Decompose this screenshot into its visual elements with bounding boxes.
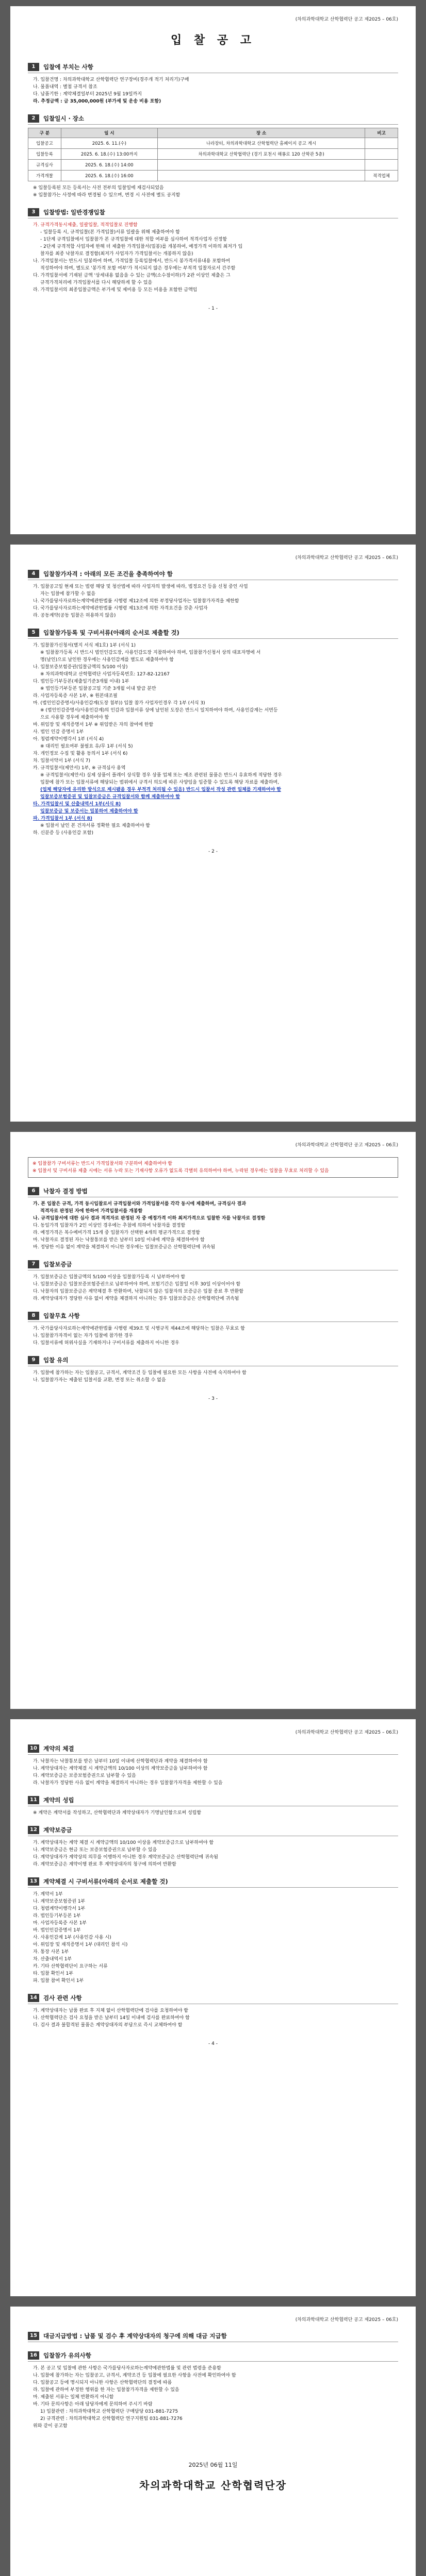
text-line: 라. 추정금액 : 금 35,000,000원 (부가세 및 운송 비용 포함) bbox=[33, 99, 161, 104]
text-line: ※ 차의과학대학교 산학협력단 사업자등록번호: 127-82-12167 bbox=[40, 672, 170, 677]
notice-line: ※ 입찰참가 구비서류는 반드시 가격입찰서와 구분하여 제출하여야 함 bbox=[32, 1161, 173, 1166]
section-number: 7 bbox=[28, 1260, 39, 1268]
section-number: 13 bbox=[28, 1877, 39, 1886]
table-cell bbox=[157, 160, 365, 171]
text-line: 가. 입찰공고일 현재 또는 법령 해당 및 청산법에 따라 사업자의 발생에 따라, 법정요건 등을 신청 중인 사업 bbox=[33, 584, 248, 589]
text-line: 명(날인)으로 날인한 경우에는 사용인감계를 별도로 제출하여야 함 bbox=[40, 657, 174, 663]
text-line: 라. 계약상대자가 정당한 사유 없이 계약을 체결하지 아니하는 경우 입찰보증금은 산학협력단에 귀속됨 bbox=[33, 1296, 239, 1301]
text-line: ※ 계약은 계약서를 작성하고, 산학협력단과 계약상대자가 기명날인함으로써 성립함 bbox=[33, 1810, 202, 1816]
text-line: 가. 계약서 1부 bbox=[33, 1892, 63, 1897]
text-line: 가. 규격가격동시제출, 일괄입찰, 적격입찰로 진행함 bbox=[33, 223, 138, 228]
column-header: 일 시 bbox=[61, 128, 157, 138]
text-line: 마. 제출된 서류는 일체 반환하지 아니함 bbox=[33, 2395, 114, 2400]
section-title: 낙찰자 결정 방법 bbox=[43, 1188, 88, 1195]
section-title: 입찰무효 사항 bbox=[43, 1312, 80, 1319]
page-number: - 4 - bbox=[208, 2041, 218, 2046]
table-cell: 2025. 6. 18.(수) 13:00까지 bbox=[61, 149, 157, 160]
sections-page-3 bbox=[28, 1187, 398, 1384]
section-number: 11 bbox=[28, 1796, 39, 1804]
section-header bbox=[28, 1826, 398, 1836]
table-cell: 적격업체 bbox=[365, 171, 398, 181]
text-line: ※ 입찰서 날인 본 건자서류 정확한 필요 제출하여야 함 bbox=[40, 823, 151, 828]
table-header-row bbox=[28, 128, 398, 138]
table-cell bbox=[157, 171, 365, 181]
section-header bbox=[28, 1356, 398, 1366]
section-header bbox=[28, 570, 398, 580]
text-line: 파. 입찰 참여 확인서 1부 bbox=[33, 1978, 84, 1984]
text-line: ※ 입찰참가는 사정에 따라 변경될 수 있으며, 변경 시 사전에 별도 공지함 bbox=[33, 193, 181, 198]
section-number: 16 bbox=[28, 2351, 39, 2360]
text-line: 적성하여야 하며, 별도로 '봉가격 포함 여부'가 적시되지 않은 경우에는 부적격 입찰자로서 간주함 bbox=[40, 266, 236, 271]
section-title: 입찰에 부치는 사항 bbox=[43, 63, 93, 71]
section bbox=[28, 570, 398, 619]
text-line: 다. 검사 결과 불합격된 물품은 계약상대자의 부담으로 즉시 교체하여야 함 bbox=[33, 2023, 183, 2028]
section-number: 10 bbox=[28, 1744, 39, 1753]
table-cell: 2025. 6. 18.(수) 14:00 bbox=[61, 160, 157, 171]
table-row bbox=[28, 160, 398, 171]
column-header: 장 소 bbox=[157, 128, 365, 138]
page-number: - 3 - bbox=[208, 1396, 218, 1401]
text-line: 입찰에 참가 또는 입찰서류에 해당되는 범위에서 규격서 의도에 따른 사양임을 입증할 수 있도록 해당 자료를 제출하며, bbox=[40, 780, 280, 785]
text-line: 나. 입찰참가자는 제출된 입찰서를 교환, 변경 또는 취소할 수 없음 bbox=[33, 1378, 166, 1383]
text-line: 차. 입찰서약서 1부 (서식 7) bbox=[33, 758, 91, 764]
sections-page-2 bbox=[28, 570, 398, 837]
page-1 bbox=[10, 6, 416, 534]
text-line: 마. 낙찰자로 결정된 자는 낙찰통보를 받은 날부터 10일 이내에 계약을 체결하여야 함 bbox=[33, 1238, 205, 1243]
text-line: ※ 대리인 필요여부 불필요 유/무 1부 (서식 5) bbox=[40, 744, 133, 749]
text-line: 아. 청렴계약이행각서 1부 (서식 4) bbox=[33, 737, 104, 742]
section bbox=[28, 114, 398, 199]
section bbox=[28, 1187, 398, 1251]
notice-line: ※ 입찰서 및 구비서류 제출 시에는 서류 누락 또는 기재사항 오류가 없도록 각별히 유의하여야 하며, 누락된 경우에는 입찰을 무효로 처리할 수 있음 bbox=[32, 1168, 329, 1174]
text-line: ※ 법인등기부등본 입찰공고일 기준 3개월 이내 발급 분만 bbox=[40, 686, 156, 691]
text-line: 바. 정당한 이유 없이 계약을 체결하지 아니한 경우에는 입찰보증금은 산학협력단에 귀속됨 bbox=[33, 1245, 216, 1250]
text-line: 라. 낙찰자가 정당한 사유 없이 계약을 체결하지 아니하는 경우 입찰참가자격을 제한할 수 있음 bbox=[33, 1781, 223, 1786]
page-number: - 2 - bbox=[208, 849, 218, 854]
text-line: 사. 사용인감계 1부 (사용인감 사용 시) bbox=[33, 1935, 111, 1940]
text-line: 다. 계약상대자가 계약상의 의무를 이행하지 아니한 경우 계약보증금은 산학협력단에 귀속됨 bbox=[33, 1855, 218, 1860]
page-number: - 1 - bbox=[208, 306, 218, 311]
doc-number: (차의과학대학교 산학협력단 공고 제2025 – 06호) bbox=[295, 1730, 398, 1735]
text-line: 다. 납품기한 : 계약체결일부터 2025년 9월 19일까지 bbox=[33, 92, 142, 97]
text-line: 가. 국가를당사자로하는계약에관한법률 시행령 제39조 및 시행규칙 제44조에 해당하는 입찰은 무효로 함 bbox=[33, 1326, 245, 1331]
section bbox=[28, 1877, 398, 1985]
section bbox=[28, 208, 398, 294]
section-number: 9 bbox=[28, 1356, 39, 1364]
section bbox=[28, 2332, 398, 2342]
text-line: 사. 법인 인감 증명서 1부 bbox=[33, 730, 84, 735]
section-header bbox=[28, 1994, 398, 2004]
page-4 bbox=[10, 1719, 416, 2296]
text-line: 라. 예정가격은 복수예비가격 15개 중 입찰자가 선택한 4개의 평균가격으로 결정함 bbox=[33, 1230, 200, 1235]
text-line: - 2단계 규격적합 사업자에 한해 더 제출한 가격입찰서(밀봉)를 개봉하여, 예정가격 이하의 최저가 입 bbox=[40, 244, 243, 249]
text-line: 바. 위임장 및 재직증명서 1부 ※ 위임받은 자의 참여에 한함 bbox=[33, 722, 154, 727]
section-header bbox=[28, 63, 398, 73]
page-2 bbox=[10, 545, 416, 1122]
sections-page-4 bbox=[28, 1744, 398, 2029]
text-line: 라. 계약보증금은 계약이행 완료 후 계약상대자의 청구에 의하여 반환함 bbox=[33, 1862, 176, 1867]
text-line: 나. 입찰보증보험증권(입찰금액의 5/100 이상) bbox=[33, 665, 128, 670]
table-row bbox=[28, 149, 398, 160]
closing-organization: 차의과학대학교 산학협력단장 bbox=[139, 2479, 287, 2492]
section-header bbox=[28, 1260, 398, 1270]
section-header bbox=[28, 1312, 398, 1322]
section-header bbox=[28, 629, 398, 639]
section-number: 3 bbox=[28, 208, 39, 216]
text-line: 가. 입찰건명 : 차의과학대학교 산학협력단 연구장비(경주개 적기 처리기)구매 bbox=[33, 77, 189, 82]
page-5 bbox=[10, 2307, 416, 2576]
text-line: 나. 입찰보증금은 입찰보증보험증권으로 납부하여야 하며, 보험기간은 입찰일 이후 30일 이상이어야 함 bbox=[33, 1282, 241, 1287]
column-header: 비고 bbox=[365, 128, 398, 138]
section bbox=[28, 1826, 398, 1868]
table-row bbox=[28, 138, 398, 149]
section-title: 계약체결 시 구비서류(아래의 순서로 제출할 것) bbox=[43, 1878, 168, 1885]
section-number: 8 bbox=[28, 1312, 39, 1320]
text-line: 차. 산출내역서 1부 bbox=[33, 1957, 72, 1962]
text-line: 나. 입찰참가자격이 없는 자가 입찰에 참가한 경우 bbox=[33, 1333, 133, 1338]
section-number: 4 bbox=[28, 570, 39, 578]
section bbox=[28, 629, 398, 837]
text-line: 나. 규격입찰서에 대한 심사 결과 적격자로 판정된 자 중 예정가격 이하 최저가격으로 입찰한 자를 낙찰자로 결정함 bbox=[33, 1216, 266, 1221]
section-title: 입찰참가 유의사항 bbox=[43, 2352, 91, 2359]
text-line: 하. 신분증 등 (사용인감 포함) bbox=[33, 831, 93, 836]
text-line: 바. 법인인감증명서 1부 bbox=[33, 1928, 81, 1933]
text-line: 다. 청렴계약이행각서 1부 bbox=[33, 1906, 86, 1911]
section-header bbox=[28, 1187, 398, 1197]
text-line: 나. 계약보증금은 현금 또는 보증보험증권으로 납부할 수 있음 bbox=[33, 1848, 157, 1853]
doc-number: (차의과학대학교 산학협력단 공고 제2025 – 06호) bbox=[295, 17, 398, 22]
notice-box bbox=[28, 1157, 398, 1178]
text-line: 으로 사용할 경우에 제출하여야 함 bbox=[40, 715, 109, 720]
schedule-table bbox=[28, 128, 398, 181]
table-cell: 차의과학대학교 산학협력단 (경기 포천시 해룡로 120 산학관 5층) bbox=[157, 149, 365, 160]
section-title: 입찰 유의 bbox=[43, 1357, 69, 1364]
page-title: 입 찰 공 고 bbox=[171, 34, 255, 47]
section-number: 12 bbox=[28, 1826, 39, 1834]
doc-number: (차의과학대학교 산학협력단 공고 제2025 – 06호) bbox=[295, 1143, 398, 1148]
text-line: 카. 기타 산학협력단이 요구하는 서류 bbox=[33, 1964, 108, 1969]
section-title: 입찰방법: 일반경쟁입찰 bbox=[43, 209, 105, 216]
closing-date: 2025년 06월 11일 bbox=[188, 2462, 238, 2468]
text-line: 적격자로 판정된 자에 한하여 가격입찰서를 개봉함 bbox=[40, 1209, 143, 1214]
text-line: 라. 공동계약(공동 입찰은 허용하지 않음) bbox=[33, 613, 116, 618]
text-line: 다. 동일가격 입찰자가 2인 이상인 경우에는 추첨에 의하여 낙찰자를 결정함 bbox=[33, 1223, 186, 1228]
section-title: 계약보증금 bbox=[43, 1826, 72, 1834]
table-cell: 가격개찰 bbox=[28, 171, 61, 181]
section bbox=[28, 1260, 398, 1302]
section-title: 입찰보증금 bbox=[43, 1261, 72, 1268]
text-line: 입찰보증금 및 보증서는 밀봉하여 제출하여야 함 bbox=[40, 809, 138, 814]
table-cell: 나라장터, 차의과학대학교 산학협력단 홈페이지 공고 게시 bbox=[157, 138, 365, 149]
text-line: 라. 가격입찰서의 최종입찰금액은 부가세 및 제비용 등 모든 비용을 포함한 금액임 bbox=[33, 287, 198, 293]
text-line: 가. 낙찰자는 낙찰통보를 받은 날부터 10일 이내에 산학협력단과 계약을 체결하여야 함 bbox=[33, 1759, 208, 1764]
text-line: 나. 가격입찰서는 반드시 밀봉하여 하며, 가격입찰 등록입찰에서, 반드시 봉가격서류내용 포함하여 bbox=[33, 259, 231, 264]
section-title: 입찰일시 · 장소 bbox=[43, 115, 85, 122]
section-title: 입찰참가등록 및 구비서류(아래의 순서로 제출할 것) bbox=[43, 629, 179, 636]
text-line: 라. 법인등기부등본 1부 bbox=[33, 1913, 81, 1919]
page-3 bbox=[10, 1132, 416, 1709]
section bbox=[28, 1312, 398, 1347]
section-title: 계약의 성립 bbox=[43, 1797, 74, 1804]
text-line: 나. 입찰에 참가하는 자는 입찰공고, 규격서, 계약조건 등 입찰에 필요한 사항을 사전에 확인하여야 함 bbox=[33, 2373, 236, 2378]
section-header bbox=[28, 1877, 398, 1888]
text-line: 규격가격처리에 가격입찰서를 다시 해당하게 할 수 있음 bbox=[40, 280, 153, 285]
text-line: 라. 사업자등록증 사본 1부, ※ 원본대조필 bbox=[33, 693, 118, 699]
table-cell bbox=[365, 160, 398, 171]
text-line: 자. 개인정보 수집 및 활용 동의서 1부 (서식 6) bbox=[33, 751, 128, 756]
text-line: 마. 사업자등록증 사본 1부 bbox=[33, 1921, 87, 1926]
text-line: 가. 본 공고 및 입찰에 관한 사항은 국가를당사자로하는계약에관한법률 및 관련 법령을 준용함 bbox=[33, 2366, 221, 2371]
table-cell: 규격심사 bbox=[28, 160, 61, 171]
text-line: 찰자를 최종 낙찰자로 결정함(최저가 사업자가 가격입찰서는 개봉하지 않음) bbox=[40, 251, 193, 257]
text-line: 가. 입찰에 참가하는 자는 입찰공고, 규격서, 계약조건 등 입찰에 필요한 모든 사항을 사전에 숙지하여야 함 bbox=[33, 1370, 247, 1376]
text-line: 입찰보증보험증권 및 입찰보증금은 규격입찰서와 함께 제출하여야 함 bbox=[40, 794, 180, 800]
text-line: ※ 입찰등록된 모든 등록서는 사전 전부의 입찰일에 재검사되었음 bbox=[33, 185, 164, 191]
text-line: 아. 위임장 및 재직증명서 1부 (대리인 참석 시) bbox=[33, 1942, 128, 1947]
sections-page-1 bbox=[28, 63, 398, 294]
table-cell: 2025. 6. 18.(수) 16:00 bbox=[61, 171, 157, 181]
table-cell bbox=[365, 149, 398, 160]
text-line: 다. 법인등기부등본(제출일기준3개월 이내) 1부 bbox=[33, 679, 129, 684]
section-header bbox=[28, 114, 398, 125]
text-line: 가. 본 입찰은 규격, 가격 동시입찰로서 규격입찰서와 가격입찰서를 각각 동시에 제출하며, 규격심사 결과 bbox=[33, 1201, 247, 1207]
section-header bbox=[28, 2332, 398, 2342]
section-number: 15 bbox=[28, 2332, 39, 2340]
section-title: 계약의 체결 bbox=[43, 1745, 74, 1752]
text-line: 가. 입찰보증금은 입찰금액의 5/100 이상을 입찰참가등록 시 납부하여야 함 bbox=[33, 1275, 186, 1280]
text-line: 다. 입찰공고 등에 명시되지 아니한 사항은 산학협력단의 결정에 따름 bbox=[33, 2380, 172, 2385]
text-line: 나. 계약보증보험증권 1부 bbox=[33, 1899, 86, 1904]
section bbox=[28, 1356, 398, 1384]
section-header bbox=[28, 1796, 398, 1806]
text-line: 타. 입찰 확인서 1부 bbox=[33, 1971, 74, 1976]
section-number: 2 bbox=[28, 114, 39, 123]
text-line: 나. 물품내역 : 별첨 규격서 참조 bbox=[33, 84, 97, 90]
text-line: 가. 계약상대자는 계약 체결 시 계약금액의 10/100 이상을 계약보증금으로 납부하여야 함 bbox=[33, 1840, 214, 1845]
text-line: - 입찰등록 시, 규격입찰(본 가격입찰)서류 일괄을 위해 제출하여야 함 bbox=[40, 230, 180, 235]
text-line: 바. 기타 문의사항은 아래 담당자에게 문의하여 주시기 바람 bbox=[33, 2402, 153, 2407]
section bbox=[28, 63, 398, 105]
text-line: 나. 산학협력단은 검사 요청을 받은 날부터 14일 이내에 검사를 완료하여야 함 bbox=[33, 2015, 190, 2021]
text-line: 다. 입찰서류에 허위사실을 기재하거나 구비서류를 제출하지 아니한 경우 bbox=[33, 1341, 179, 1346]
text-line: 자. 통장 사본 1부 bbox=[33, 1950, 69, 1955]
section-number: 5 bbox=[28, 629, 39, 637]
text-line: 타. 가격입찰서 및 산출내역서 1부(서식 8) bbox=[33, 802, 121, 807]
text-line: 다. 계약보증금은 보증보험증권으로 납부할 수 있음 bbox=[33, 1773, 136, 1778]
text-line: 나. 국가를당사자로하는계약에관한법률 시행령 제12조에 의한 부정당사업자는 입찰참가자격을 제한함 bbox=[33, 599, 239, 604]
section-header bbox=[28, 1744, 398, 1755]
text-line: ※ 입찰참가등록 시 반드시 법인인감도장, 사용인감도장 지참하여야 하며, 입찰참가신청서 상의 대표자명에 서 bbox=[40, 650, 261, 655]
section-header bbox=[28, 208, 398, 218]
table-row bbox=[28, 171, 398, 181]
text-line: 2) 규격관련 : 차의과학대학교 산학협력단 연구지원팀 031-881-7276 bbox=[40, 2416, 183, 2421]
section-title: 대금지급방법 : 납품 및 검수 후 계약상대자의 청구에 의해 대금 지급함 bbox=[43, 2332, 227, 2340]
column-header: 구 분 bbox=[28, 128, 61, 138]
text-line: ※ 규격입찰서(제안서) 실제 상품이 플레이 상식할 경우 상품 업체 또는 제조 관련된 물품은 반드시 유효하게 적당한 경우 bbox=[40, 773, 282, 778]
table-cell bbox=[365, 138, 398, 149]
table-cell: 입찰공고 bbox=[28, 138, 61, 149]
text-line: 카. 규격입찰서(제안서) 1부, ※ 규격심사 용역 bbox=[33, 766, 126, 771]
table-cell: 입찰등록 bbox=[28, 149, 61, 160]
text-line: 위와 같이 공고함 bbox=[33, 2424, 68, 2429]
text-line: 나. 계약상대자는 계약체결 시 계약금액의 10/100 이상의 계약보증금을 납부하여야 함 bbox=[33, 1766, 208, 1771]
text-line: 파. 가격입찰서 1부 (서식 8) bbox=[33, 816, 92, 821]
section-title: 입찰참가자격 : 아래의 모든 조건을 충족하여야 함 bbox=[43, 570, 173, 578]
doc-number: (차의과학대학교 산학협력단 공고 제2025 – 06호) bbox=[295, 555, 398, 561]
text-line: (업체 해당자에 유리한 방식으로 제시됐을 경우 부적격 처리될 수 있음) 반드시 입찰서 작성 관련 일체를 기재하여야 함 bbox=[40, 787, 281, 792]
text-line: 1) 입찰관련 : 차의과학대학교 산학협력단 구매담당 031-881-7275 bbox=[40, 2409, 178, 2414]
section-number: 1 bbox=[28, 63, 39, 71]
text-line: 마. (법인인감증명서/사용인감계(도장 첨부)) 입찰 참가 사업자인경우 각 1부 (서식 3) bbox=[33, 701, 205, 706]
section bbox=[28, 1744, 398, 1787]
section-header bbox=[28, 2351, 398, 2362]
text-line: ※ (법인인감증명서/사용인감계)의 인감과 입찰서류 상에 날인된 도장은 반드시 일치하여야 하며, 사용인감계는 서면등 bbox=[40, 708, 278, 713]
text-line: 다. 가격입찰서에 기재된 금액 '상세내용 없음을 수 있는 금액(소수점이하)가 2관 이상인 제출은 그 bbox=[33, 273, 231, 278]
table-cell: 2025. 6. 11.(수) bbox=[61, 138, 157, 149]
sections-page-5 bbox=[28, 2332, 398, 2430]
text-line: 가. 입찰참가신청서(별지 서식 제1호) 1부 (서식 1) bbox=[33, 643, 136, 648]
section-number: 6 bbox=[28, 1187, 39, 1195]
text-line: - 1단계 규격입찰에서 입찰참가 본 규격입찰에 대한 적합 여부를 심사하여 적격사업자 선정함 bbox=[40, 237, 227, 242]
section-title: 검사 관련 사항 bbox=[43, 1994, 82, 2002]
section-number: 14 bbox=[28, 1994, 39, 2002]
text-line: 가. 계약상대자는 납품 완료 후 지체 없이 산학협력단에 검사를 요청하여야 함 bbox=[33, 2008, 188, 2013]
section bbox=[28, 1796, 398, 1817]
section bbox=[28, 2351, 398, 2430]
section bbox=[28, 1994, 398, 2029]
text-line: 다. 국가를당사자로하는계약에관한법률 시행령 제13조에 의한 자격요건을 갖춘 사업자 bbox=[33, 606, 208, 611]
text-line: 라. 입찰에 관하여 부정한 행위를 한 자는 입찰참가자격을 제한할 수 있음 bbox=[33, 2387, 179, 2393]
text-line: 다. 낙찰자의 입찰보증금은 계약체결 후 반환하며, 낙찰되지 않은 입찰자의 보증금은 입찰 종료 후 반환함 bbox=[33, 1289, 244, 1294]
doc-number: (차의과학대학교 산학협력단 공고 제2025 – 06호) bbox=[295, 2317, 398, 2323]
text-line: 자는 입찰에 참가할 수 없음 bbox=[40, 591, 96, 597]
